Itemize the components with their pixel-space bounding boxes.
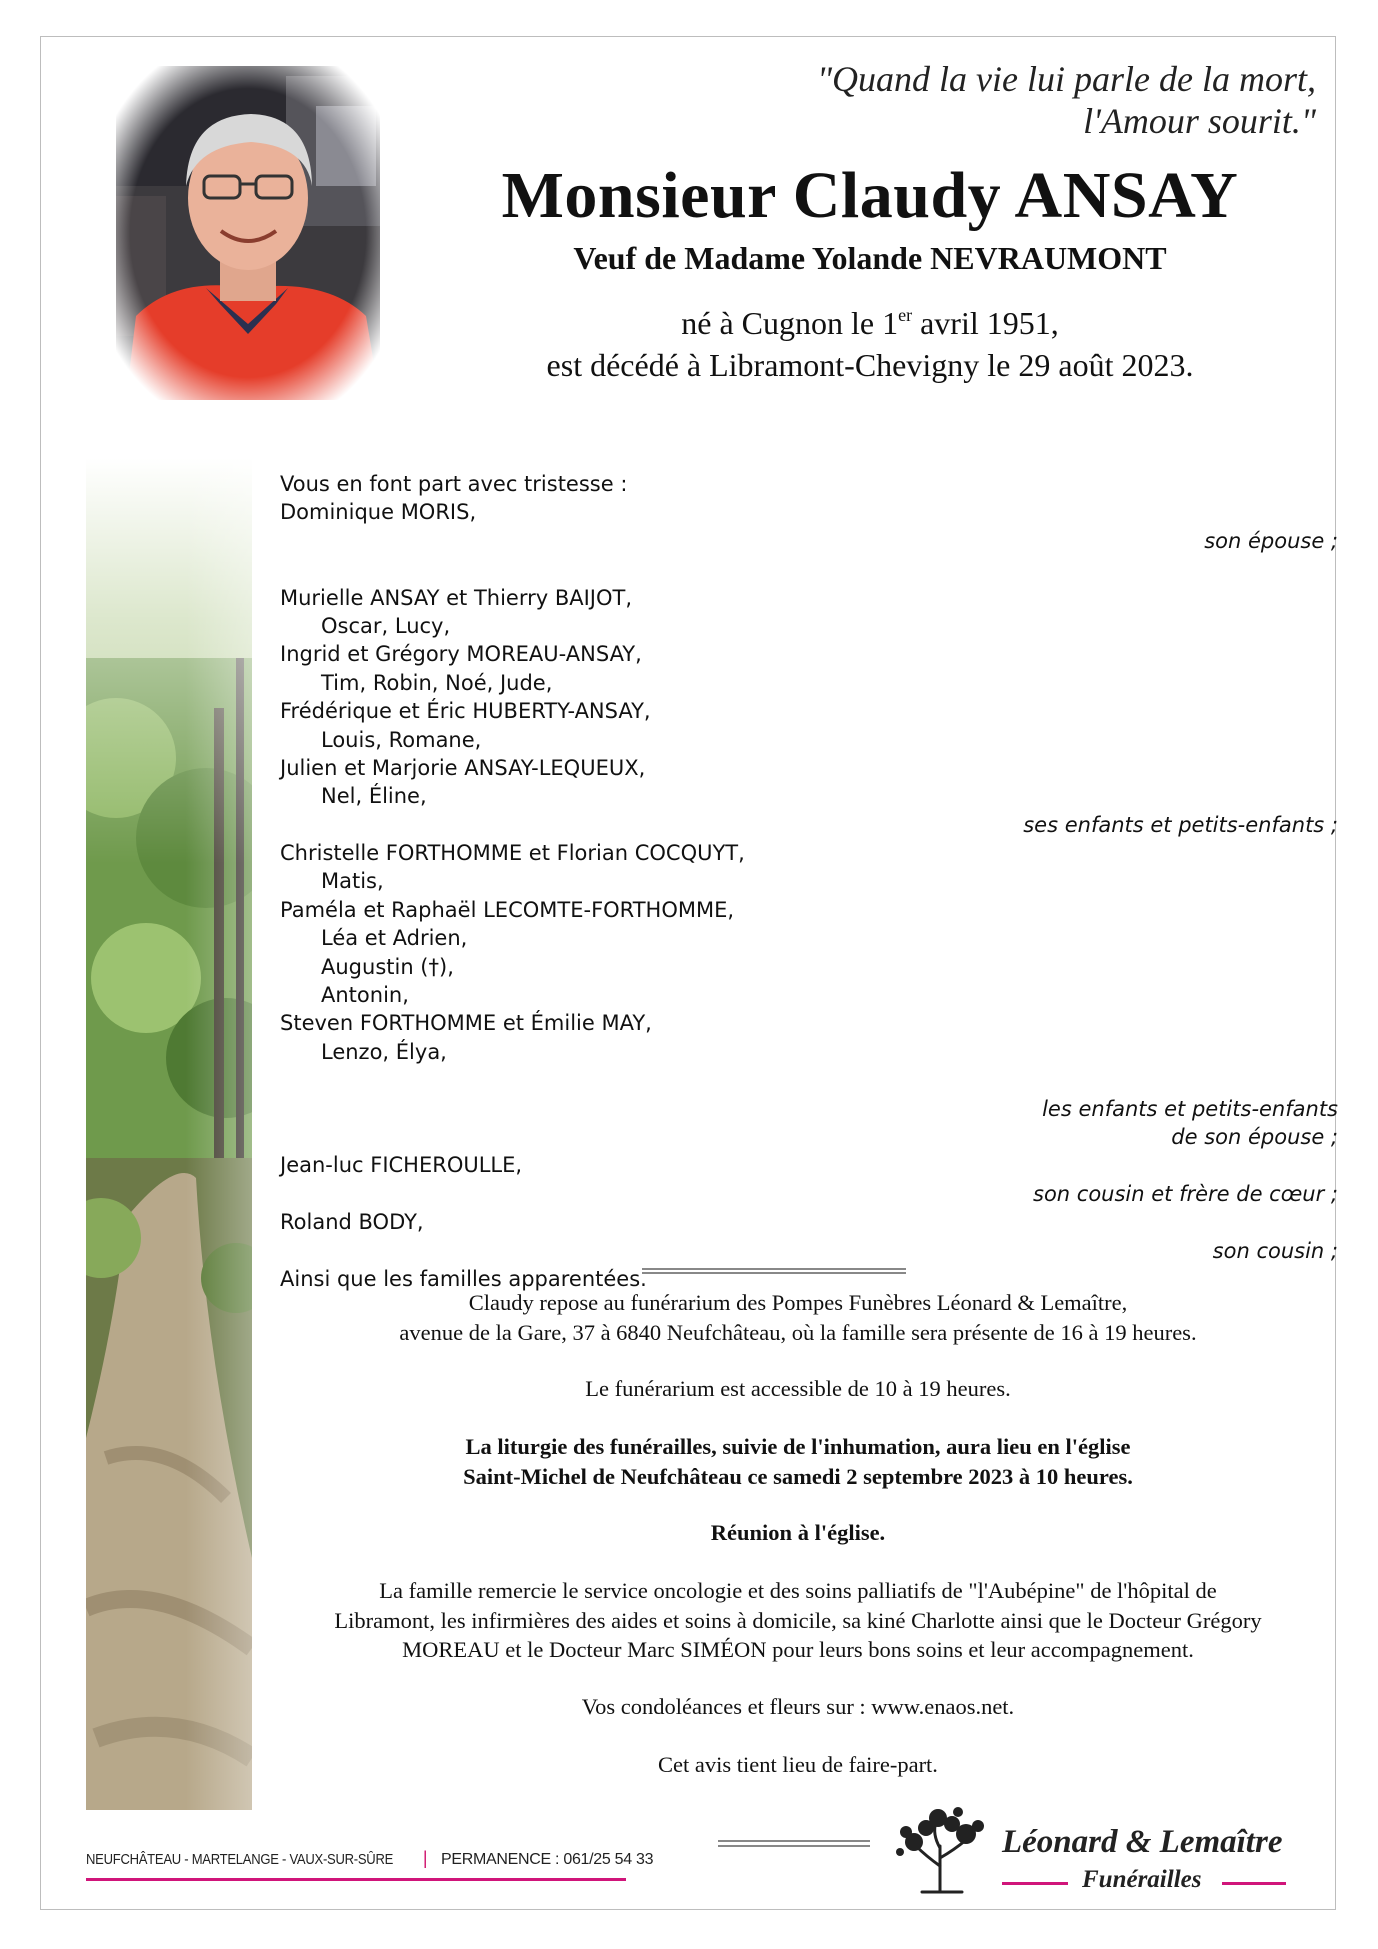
family-member: Oscar, Lucy,	[321, 613, 451, 638]
family-member: Paméla et Raphaël LECOMTE-FORTHOMME,	[280, 897, 735, 922]
family-member: Antonin,	[321, 983, 409, 1008]
funeral-line-1: La liturgie des funérailles, suivie de l'inhumation, aura lieu en l'église	[465, 1434, 1131, 1459]
meeting-info: Réunion à l'église.	[710, 1520, 886, 1545]
thanks-line-1: La famille remercie le service oncologie et des soins palliatifs de "l'Aubépine" de l'hôpital de	[379, 1578, 1217, 1603]
footer-contact	[86, 1848, 653, 1869]
section-divider	[642, 1268, 906, 1274]
family-relation: de son épouse ;	[1171, 1124, 1338, 1149]
family-member: Frédérique et Éric HUBERTY-ANSAY,	[280, 699, 651, 724]
funeral-line-2: Saint-Michel de Neufchâteau ce samedi 2 septembre 2023 à 10 heures.	[463, 1463, 1133, 1489]
family-member: Jean-luc FICHEROULLE,	[280, 1153, 523, 1178]
family-member: Augustin (†),	[321, 954, 454, 979]
quote: "Quand la vie lui parle de la mort, l'Amour sourit."	[816, 59, 1316, 141]
family-member: Nel, Éline,	[321, 784, 427, 809]
family-relation: les enfants et petits-enfants	[1042, 1096, 1338, 1121]
company-name: Léonard & Lemaître	[1002, 1824, 1283, 1860]
family-member: Ingrid et Grégory MOREAU-ANSAY,	[280, 642, 642, 667]
access-info: Le funérarium est accessible de 10 à 19 heures.	[585, 1376, 1011, 1401]
family-member: Tim, Robin, Noé, Jude,	[321, 670, 553, 695]
family-member: Léa et Adrien,	[321, 926, 468, 951]
family-member: Vous en font part avec tristesse :	[280, 472, 628, 496]
death-line: est décédé à Libramont-Chevigny le 29 août 2023.	[546, 347, 1194, 383]
family-relation: son épouse ;	[1204, 528, 1338, 553]
family-member: Julien et Marjorie ANSAY-LEQUEUX,	[280, 755, 646, 780]
footer-towns: NEUFCHÂTEAU - MARTELANGE - VAUX-SUR-SÛRE	[86, 1852, 394, 1868]
company-line-left	[1002, 1882, 1068, 1885]
rest-line-2: avenue de la Gare, 37 à 6840 Neufchâteau, où la famille sera présente de 16 à 19 heures.	[399, 1319, 1197, 1345]
footer-separator: |	[422, 1848, 428, 1868]
family-spacer	[280, 1066, 1340, 1094]
footer-permanence: PERMANENCE : 061/25 54 33	[441, 1851, 654, 1868]
thanks-line-3: MOREAU et le Docteur Marc SIMÉON pour leurs bons soins et leur accompagnement.	[402, 1637, 1194, 1662]
family-relation: ses enfants et petits-enfants ;	[1023, 812, 1338, 837]
family-member: Christelle FORTHOMME et Florian COCQUYT,	[280, 841, 745, 866]
family-member: Louis, Romane,	[321, 727, 482, 752]
footer-double-line	[718, 1840, 870, 1847]
notice-info: Cet avis tient lieu de faire-part.	[658, 1752, 938, 1777]
family-relation: son cousin ;	[1212, 1238, 1338, 1263]
family-member: Murielle ANSAY et Thierry BAIJOT,	[280, 585, 633, 610]
widow-of: Veuf de Madame Yolande NEVRAUMONT	[573, 240, 1167, 276]
family-member: Ainsi que les familles apparentées.	[280, 1266, 647, 1291]
forest-path-image	[86, 458, 252, 1810]
rest-info	[260, 1288, 1336, 1347]
company-subtitle: Funérailles	[1082, 1866, 1202, 1893]
condolences-info: Vos condoléances et fleurs sur : www.enaos.net.	[581, 1694, 1015, 1719]
birth-line	[430, 302, 1310, 344]
family-member: Matis,	[321, 869, 384, 894]
family-spacer	[280, 555, 1340, 583]
family-member: Lenzo, Élya,	[321, 1039, 447, 1064]
footer-accent-line	[86, 1878, 626, 1881]
portrait-photo	[116, 66, 380, 400]
thanks-info	[260, 1576, 1336, 1665]
family-relation: son cousin et frère de cœur ;	[1033, 1181, 1338, 1206]
birth-prefix: né à Cugnon le 1	[681, 305, 899, 341]
birth-death-info	[430, 302, 1310, 386]
funeral-info	[260, 1432, 1336, 1491]
deceased-name: Monsieur Claudy ANSAY	[501, 159, 1239, 232]
birth-sup: er	[898, 305, 913, 325]
tree-logo-icon	[892, 1806, 992, 1894]
birth-suffix: avril 1951,	[912, 305, 1059, 341]
rest-line-1: Claudy repose au funérarium des Pompes Funèbres Léonard & Lemaître,	[468, 1290, 1128, 1315]
company-line-right	[1222, 1882, 1286, 1885]
family-member: Steven FORTHOMME et Émilie MAY,	[280, 1011, 652, 1036]
family-member: Dominique MORIS,	[280, 500, 477, 525]
family-member: Roland BODY,	[280, 1210, 424, 1235]
thanks-line-2: Libramont, les infirmières des aides et soins à domicile, sa kiné Charlotte ainsi que le Docteur Grégory	[334, 1607, 1262, 1633]
family-list	[280, 470, 1340, 1293]
